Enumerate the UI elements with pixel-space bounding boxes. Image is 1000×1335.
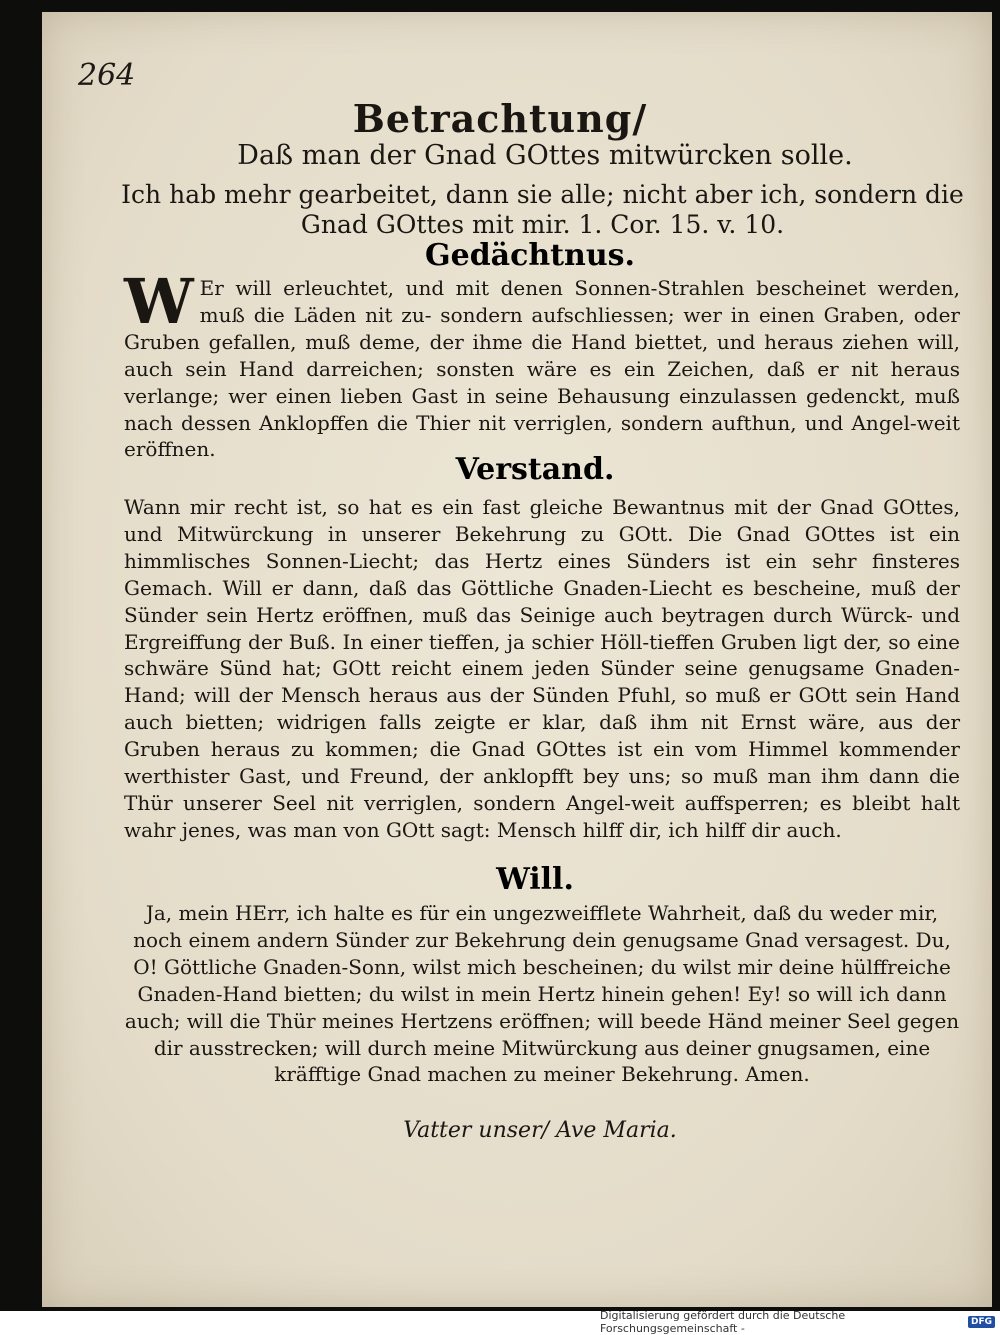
- heading-understanding: Verstand.: [455, 452, 615, 487]
- heading-will: Will.: [496, 862, 574, 897]
- page-number: 264: [78, 58, 136, 93]
- heading-memory: Gedächtnus.: [424, 238, 635, 273]
- paragraph-will: Ja, mein HErr, ich halte es für ein ungezweifflete Wahrheit, daß du weder mir, noch einem andern Sünder zur Bekehrung dein genugsame Gnad versagest. Du, O! Göttliche Gnaden-Sonn, wilst mich bescheinen; du wilst mir deine hülffreiche Gnaden-Hand bietten; du wilst in mein Hertz hinein gehen! Ey! so will ich dann auch; will die Thür meines Hertzens eröffnen; will beede Händ meiner Seel gegen dir ausstrecken; will durch meine Mitwürckung aus deiner gnugsamen, eine kräfftige Gnad machen zu meiner Bekehrung. Amen.: [124, 901, 960, 1087]
- epigraph: Ich hab mehr gearbeitet, dann sie alle; nicht aber ich, sondern die Gnad GOttes mit mir. 1. Cor. 15. v. 10.: [121, 180, 964, 239]
- paragraph-memory: [124, 265, 960, 463]
- closing-prayer: Vatter unser/ Ave Maria.: [403, 1118, 677, 1143]
- footer-text: Digitalisierung gefördert durch die Deutsche Forschungsgemeinschaft -: [600, 1309, 846, 1335]
- page-subtitle: Daß man der Gnad GOttes mitwürcken solle.: [237, 140, 853, 171]
- funding-footer: [600, 1309, 995, 1335]
- paragraph-understanding: Wann mir recht ist, so hat es ein fast gleiche Bewantnus mit der Gnad GOttes, und Mitwürckung in unserer Bekehrung zu GOtt. Die Gnad GOttes ist ein himmlisches Sonnen-Liecht; das Hertz eines Sünders ist ein sehr finsteres Gemach. Will er dann, daß das Göttliche Gnaden-Liecht es bescheine, muß der Sünder sein Hertz eröffnen, muß das Seinige auch beytragen durch Würck- und Ergreiffung der Buß. In einer tieffen, ja schier Höll-tieffen Gruben ligt der, so eine schwäre Sünd hat; GOtt reicht einem jeden Sünder seine genugsame Gnaden-Hand; will der Mensch heraus aus der Sünden Pfuhl, so muß er GOtt sein Hand auch bietten; widrigen falls zeigte er klar, daß ihm nit Ernst wäre, aus der Gruben heraus zu kommen; die Gnad GOttes ist ein vom Himmel kommender werthister Gast, und Freund, der anklopfft bey uns; so muß man ihm dann die Thür unserer Seel nit verriglen, sondern Angel-weit auffsperren; es bleibt halt wahr jenes, was man von GOtt sagt: Mensch hilff dir, ich hilff dir auch.: [124, 495, 960, 842]
- paragraph-memory-text: Er will erleuchtet, und mit denen Sonnen-Strahlen bescheinet werden, muß die Läden nit zu- sondern aufschliessen; wer in einen Graben, oder Gruben gefallen, muß deme, der ihme die Hand biettet, und heraus ziehen will, auch sein Hand darreichen; sonsten wäre es ein Zeichen, daß er nit heraus verlange; wer einen lieben Gast in seine Behausung einzulassen gedenckt, muß nach dessen Anklopffen die Thier nit verriglen, sondern aufthun, und Angel-weit eröffnen.: [124, 276, 960, 462]
- drop-cap: W: [124, 265, 194, 338]
- page-title: Betrachtung/: [352, 96, 648, 141]
- dfg-logo: DFG: [968, 1316, 995, 1328]
